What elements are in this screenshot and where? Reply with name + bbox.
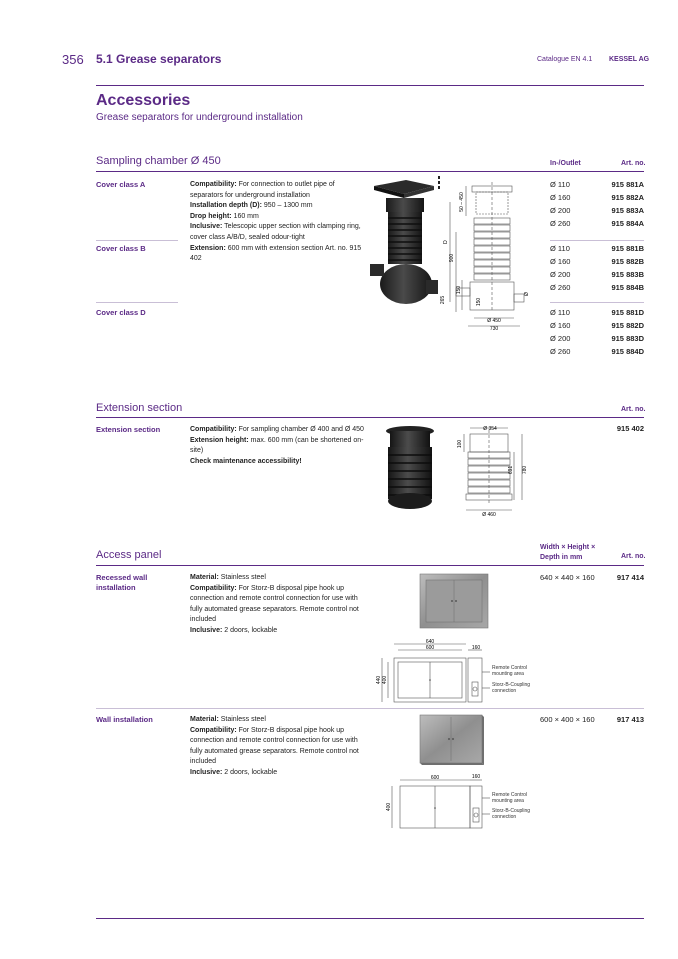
extension-label: Extension section <box>96 425 161 434</box>
footer-rule <box>96 918 644 919</box>
desc-text: For Storz-B disposal pipe hook up connection and remote control connection for use with fully automated grease separators. Remote control not included <box>190 726 359 766</box>
desc-key: Compatibility: <box>190 426 237 433</box>
dim-depth: 160 <box>471 645 481 651</box>
dim-150a: 150 <box>456 285 462 295</box>
art-number: 915 882A <box>611 193 644 202</box>
chamber-telescopic <box>388 212 422 264</box>
divider <box>550 240 644 241</box>
catalogue-label: Catalogue EN 4.1 <box>537 56 593 63</box>
access-col-art: Art. no. <box>621 553 646 560</box>
desc-key: Compatibility: <box>190 726 237 734</box>
class-a-label: Cover class A <box>96 180 146 189</box>
inout-value: Ø 260 <box>550 219 571 228</box>
desc-key: Compatibility: <box>190 584 237 592</box>
desc-key: Compatibility: <box>190 181 237 188</box>
class-d-label: Cover class D <box>96 308 146 317</box>
access-title: Access panel <box>96 549 162 561</box>
desc-text: 950 – 1300 mm <box>261 202 313 210</box>
dim-100: 100 <box>457 439 463 449</box>
access-item-1-art: 917 414 <box>616 573 644 582</box>
section-title: 5.1 Grease separators <box>96 52 222 66</box>
access-item-1-dims: 640 × 440 × 160 <box>540 573 595 582</box>
note-storz-1: Storz-B-Coupling connection <box>492 682 531 694</box>
art-number: 915 884A <box>611 219 644 228</box>
sampling-description <box>190 180 365 265</box>
sampling-chamber-drawing <box>436 172 536 332</box>
desc-key: Check maintenance accessibility! <box>190 457 302 465</box>
art-number: 915 884D <box>611 347 644 356</box>
inout-value: Ø 160 <box>550 257 571 266</box>
inout-value: Ø 200 <box>550 270 571 279</box>
wall-panel-image <box>418 713 486 767</box>
desc-text: 2 doors, lockable <box>222 768 278 776</box>
desc-key: Inclusive: <box>190 626 223 634</box>
dim-diameter-450: Ø 450 <box>487 318 501 324</box>
art-number: 915 883A <box>611 206 644 215</box>
desc-key: Material: <box>190 574 219 581</box>
divider <box>96 708 644 709</box>
chamber-base <box>380 264 432 304</box>
dim-900: 900 <box>449 253 455 263</box>
dim-outer-height: 440 <box>376 675 382 685</box>
art-number: 915 881D <box>611 308 644 317</box>
note-storz-2: Storz-B-Coupling connection <box>492 808 531 820</box>
header-rule <box>96 85 644 86</box>
desc-text: Telescopic upper section with clamping ring, cover class A/B/D, sealed odour-tight <box>190 223 361 241</box>
access-item-2-art: 917 413 <box>616 715 644 724</box>
inout-value: Ø 110 <box>550 244 570 253</box>
class-b-label: Cover class B <box>96 244 146 253</box>
dim-outer-width: 640 <box>425 639 435 645</box>
art-number: 915 882B <box>611 257 644 266</box>
desc-text: 2 doors, lockable <box>222 626 278 634</box>
desc-key: Inclusive: <box>190 223 223 231</box>
chamber-upper <box>386 198 424 212</box>
inout-value: Ø 110 <box>550 180 570 189</box>
recessed-panel-image <box>418 572 490 630</box>
dim-depth: 160 <box>471 774 481 780</box>
class-a-rows <box>550 178 644 230</box>
desc-text: For connection to outlet pipe of separators for underground installation <box>190 181 335 199</box>
extension-title: Extension section <box>96 402 183 414</box>
class-b-rows <box>550 242 644 294</box>
sampling-chamber-image <box>368 180 440 308</box>
dim-inner-width: 600 <box>425 645 435 651</box>
desc-key: Extension height: <box>190 436 249 444</box>
inout-value: Ø 160 <box>550 193 571 202</box>
dim-inner-height: 400 <box>382 675 388 685</box>
brand-label: KESSEL AG <box>609 56 650 63</box>
dim-outlet-diameter: Ø <box>524 292 530 296</box>
extension-image <box>380 425 440 513</box>
divider <box>550 302 644 303</box>
extension-col-art: Art. no. <box>621 406 646 413</box>
inout-value: Ø 260 <box>550 347 571 356</box>
desc-key: Drop height: <box>190 212 232 220</box>
dim-265: 265 <box>440 295 446 305</box>
access-rule <box>96 565 644 566</box>
dim-730: 730 <box>489 326 499 332</box>
inout-value: Ø 260 <box>550 283 571 292</box>
art-number: 915 883D <box>611 334 644 343</box>
access-item-1-label: Recessed wall installation <box>96 573 148 592</box>
access-item-2-description <box>190 715 365 779</box>
divider <box>96 302 178 303</box>
inout-value: Ø 200 <box>550 334 571 343</box>
desc-text: 160 mm <box>231 212 259 220</box>
art-number: 915 883B <box>611 270 644 279</box>
art-number: 915 881B <box>611 244 644 253</box>
dim-150b: 150 <box>476 297 482 307</box>
dim-depth: D <box>443 240 449 244</box>
dim-width: 600 <box>430 775 440 781</box>
note-remote-1: Remote Control mounting area <box>492 665 528 677</box>
desc-key: Inclusive: <box>190 768 223 776</box>
access-item-2-dims: 600 × 400 × 160 <box>540 715 595 724</box>
art-number: 915 884B <box>611 283 644 292</box>
desc-key: Installation depth (D): <box>190 202 262 210</box>
dim-691: 691 <box>508 465 514 475</box>
desc-text: Stainless steel <box>218 574 266 581</box>
inout-value: Ø 200 <box>550 206 571 215</box>
dim-top-diameter: Ø 354 <box>483 426 497 432</box>
dim-bottom-diameter: Ø 460 <box>482 512 496 518</box>
divider <box>96 240 178 241</box>
extension-art: 915 402 <box>616 424 644 433</box>
desc-text: Stainless steel <box>218 716 266 723</box>
page-number: 356 <box>62 52 84 67</box>
page-subtitle: Grease separators for underground installation <box>96 112 303 123</box>
desc-text: max. 600 mm (can be shortened on-site) <box>190 436 364 455</box>
art-number: 915 882D <box>611 321 644 330</box>
desc-text: For Storz-B disposal pipe hook up connection and remote control connection for use with fully automated grease separators. Remote control not included <box>190 584 359 624</box>
extension-description <box>190 425 365 467</box>
extension-drawing <box>452 420 532 520</box>
dim-780: 780 <box>522 465 528 475</box>
extension-rule <box>96 417 644 418</box>
desc-text: For sampling chamber Ø 400 and Ø 450 <box>236 426 364 433</box>
access-item-1-description <box>190 573 365 637</box>
inlet-pipe <box>370 264 384 276</box>
sampling-title: Sampling chamber Ø 450 <box>96 155 221 167</box>
dim-height: 400 <box>386 802 392 812</box>
dim-height-range: 50 – 450 <box>459 192 465 212</box>
desc-text: 600 mm with extension section Art. no. 915 402 <box>190 244 362 263</box>
inout-value: Ø 160 <box>550 321 571 330</box>
access-item-2-label: Wall installation <box>96 715 153 724</box>
col-inout: In-/Outlet <box>550 160 581 167</box>
desc-key: Extension: <box>190 244 226 252</box>
page-title: Accessories <box>96 92 191 109</box>
sampling-rule <box>96 171 644 172</box>
inout-value: Ø 110 <box>550 308 570 317</box>
desc-key: Material: <box>190 716 219 723</box>
art-number: 915 881A <box>611 180 644 189</box>
class-d-rows <box>550 306 644 358</box>
note-remote-2: Remote Control mounting area <box>492 792 528 804</box>
col-art: Art. no. <box>621 160 646 167</box>
access-col-dims: Width × Height × Depth in mm <box>540 544 596 561</box>
